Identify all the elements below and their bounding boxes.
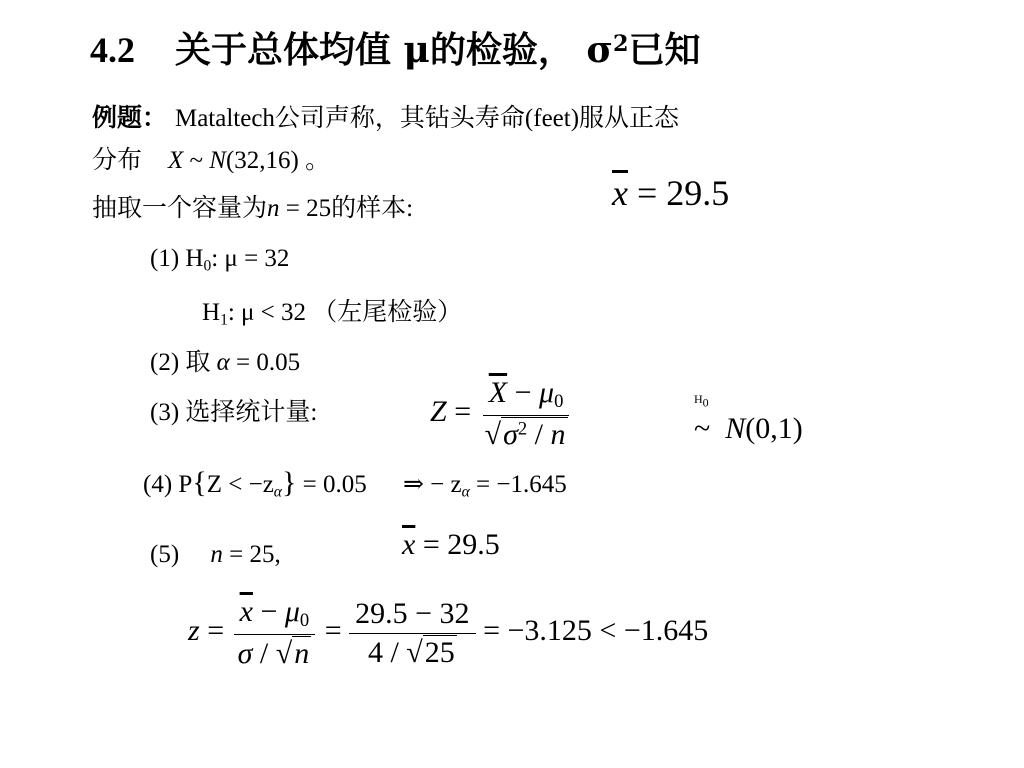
calc-sqrt-1: √n	[275, 637, 310, 671]
h0-rest: : μ = 32	[211, 245, 290, 272]
alpha-symbol: α	[216, 349, 230, 376]
step-5-xbar-value: = 29.5	[415, 528, 500, 561]
standard-normal	[694, 412, 803, 446]
step-2-label: (2) 取	[150, 349, 217, 376]
calc-num-2: 29.5 − 32	[349, 597, 475, 634]
sample-mean-step5	[402, 528, 500, 562]
crit-value: = −1.645	[469, 471, 567, 498]
title-sup: 2	[612, 30, 629, 57]
step-1-h0	[150, 245, 289, 275]
prob-inner: Z < −z	[206, 471, 274, 498]
calc-sigma: σ	[237, 637, 253, 671]
sqrt-symbol: $√\sigma^2$ / n	[484, 418, 566, 452]
calc-num-1	[234, 595, 316, 635]
calc-xbar: $\overline{x}$	[239, 595, 253, 628]
calc-sqrt-2: √25	[406, 635, 455, 669]
slide-title	[90, 22, 701, 73]
z-eq: =	[446, 394, 479, 428]
dist-end: 。	[298, 147, 331, 174]
h0-label: (1) H	[150, 245, 204, 272]
dist-var-n: N	[209, 147, 226, 174]
title-text: 关于总体均值 μ的检验， σ	[175, 29, 613, 71]
calc-mu-sub: 0	[299, 610, 310, 632]
prob-eq: = 0.05	[296, 471, 367, 498]
calc-result: = −3.125 < −1.645	[483, 613, 709, 647]
example-line-3	[92, 188, 413, 224]
calc-mu: μ	[284, 595, 300, 628]
den-sigma-sup: 2	[517, 418, 528, 440]
sample-prefix: 抽取一个容量为	[92, 193, 268, 222]
den-n: n	[550, 418, 566, 452]
step-5-xbar: $\overline{x}$	[402, 528, 416, 561]
z-var: Z	[430, 394, 447, 428]
sample-n-eq: = 25的样本:	[279, 195, 414, 222]
step-5-label: (5)	[150, 541, 211, 568]
tilde-symbol: ~	[694, 412, 711, 445]
num-minus: −	[507, 376, 539, 409]
num-mu-sub: 0	[554, 391, 564, 413]
step-5-n-value: = 25,	[222, 541, 281, 568]
h1-label: H	[202, 299, 221, 326]
h0-marker-sub: 0	[702, 395, 709, 410]
example-prefix-2: 分布	[92, 145, 143, 174]
sample-mean-top	[612, 172, 729, 214]
z-computation	[188, 595, 708, 671]
num-x: $\overline{X}$	[488, 376, 508, 409]
dist-params: (32,16)	[225, 147, 299, 174]
example-text-1: Mataltech公司声称，其钻头寿命(feet)服从正态	[174, 105, 680, 132]
step-5-n: n	[210, 541, 223, 568]
distribution-expr	[168, 147, 330, 174]
h0-sub: 0	[203, 257, 212, 275]
step-4-label: (4) P	[143, 471, 193, 498]
right-brace: }	[281, 466, 297, 499]
normal-params: (0,1)	[745, 412, 803, 445]
title-tail: 已知	[628, 29, 701, 71]
h1-rest: : μ < 32 （左尾检验）	[227, 299, 463, 326]
calc-n: n	[294, 637, 310, 671]
calc-den-2	[362, 634, 463, 670]
step-2	[150, 342, 300, 378]
calc-den-1	[232, 635, 318, 671]
example-line-1	[92, 98, 679, 134]
h0-marker-h: H	[694, 392, 703, 406]
calc-eq-1: =	[199, 613, 232, 647]
calc-fraction-2	[349, 597, 475, 670]
step-3-label	[150, 392, 317, 428]
z-fraction	[479, 376, 574, 452]
normal-n: N	[725, 412, 746, 445]
calc-fraction-1	[232, 595, 318, 671]
h0-marker	[694, 390, 709, 410]
crit-alpha: α	[461, 483, 470, 501]
h1-sub: 1	[220, 311, 228, 329]
den-slash: /	[527, 418, 551, 452]
section-number: 4.2	[90, 30, 135, 70]
calc-four: 4 /	[367, 635, 407, 669]
left-brace: {	[192, 466, 207, 499]
calc-minus: −	[252, 595, 285, 628]
xbar-var: $\overline{x}$	[612, 173, 628, 213]
implies-arrow: ⇒	[402, 471, 424, 498]
crit-z: − z	[423, 471, 462, 498]
z-numerator	[483, 376, 570, 416]
calc-z: z	[188, 613, 200, 647]
sample-n-var: n	[267, 195, 280, 222]
step-3-text: (3) 选择统计量:	[150, 399, 318, 426]
step-4	[143, 466, 567, 501]
dist-tilde: ~	[183, 147, 210, 174]
calc-slash: /	[252, 637, 276, 671]
alpha-value: = 0.05	[229, 349, 301, 376]
prob-alpha: α	[273, 483, 282, 501]
calc-eq-2: =	[324, 613, 350, 647]
xbar-value: = 29.5	[627, 173, 730, 213]
num-mu: μ	[539, 376, 555, 409]
z-denominator	[479, 416, 574, 452]
calc-25: 25	[424, 635, 455, 669]
z-statistic-formula	[430, 376, 574, 452]
den-sigma: σ	[503, 418, 518, 452]
dist-var-x: X	[167, 147, 184, 174]
example-line-2	[92, 140, 330, 176]
step-5	[150, 541, 281, 569]
step-1-h1	[202, 292, 462, 329]
example-label: 例题：	[92, 103, 168, 132]
